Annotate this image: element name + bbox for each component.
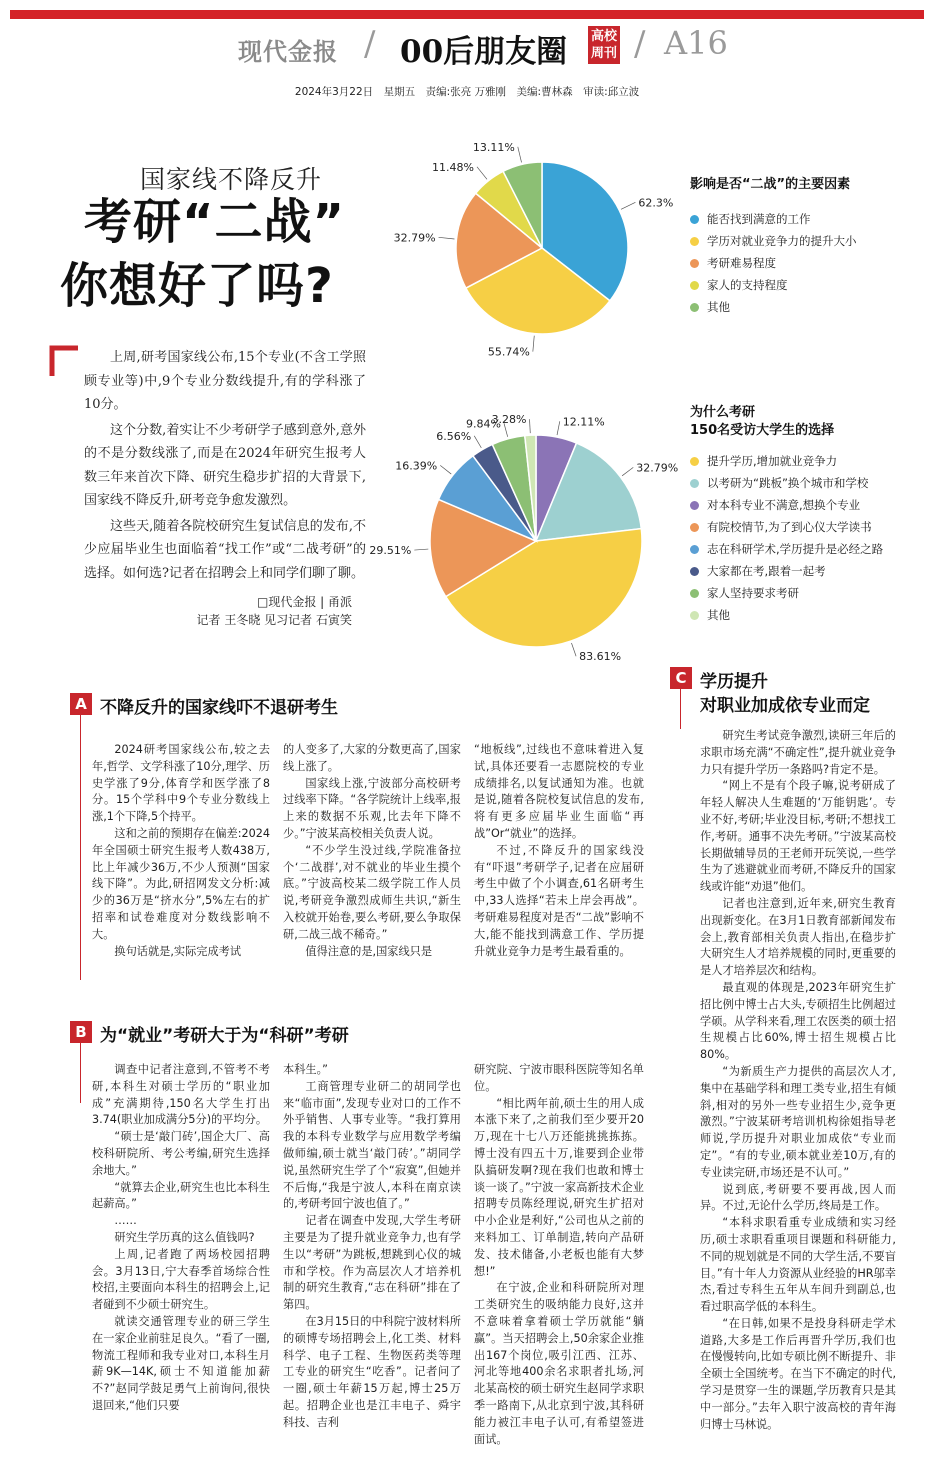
paragraph: 的人变多了,大家的分数更高了,国家线上涨了。: [283, 743, 461, 773]
slice-leader-line: [477, 167, 487, 179]
pie-chart-reasons: [369, 395, 690, 664]
headline-line-2: 你想好了吗?: [60, 258, 334, 314]
legend-label: 以考研为“跳板”换个城市和学校: [707, 476, 869, 490]
paragraph: 研究生考试竞争激烈,读研三年后的求职市场充满“不确定性”,提升就业竞争力只有提升学历一条路吗?肯定不是。: [700, 729, 896, 776]
paragraph: 2024研考国家线公布,较之去年,哲学、文学科涨了10分,理学、历史学涨了9分,体育学和医学涨了8分。15个学科中9个专业分数线上涨,1个下降,5个持平。: [92, 743, 270, 824]
legend-swatch: [690, 281, 699, 290]
legend-swatch: [690, 501, 699, 510]
legend-item: [690, 252, 926, 274]
legend-swatch: [690, 303, 699, 312]
top-red-bar: [10, 10, 924, 19]
chart-title-line-1: 为什么考研: [690, 405, 756, 420]
paragraph: 研究院、宁波市眼科医院等知名单位。: [474, 1063, 644, 1093]
section-a-column-2: [283, 742, 461, 960]
legend-item: [690, 274, 926, 296]
page-number: A16: [664, 24, 728, 62]
legend-label: 家人坚持要求考研: [707, 586, 799, 600]
paragraph: 就读交通管理专业的研三学生在一家企业前驻足良久。“看了一圈,物流工程师和我专业对口,本科生月薪9K—14K,硕士不知道能加薪不?”赵同学鼓足勇气上前询问,很快退回来,“他们只要: [92, 1314, 270, 1412]
slice-value-label: 62.3%: [638, 196, 674, 210]
section-b-column-1: [92, 1062, 270, 1415]
slice-leader-line: [474, 436, 481, 448]
slice-leader-line: [530, 419, 531, 433]
paragraph: “不少学生没过线,学院准备拉个‘二战群’,对不就业的毕业生摸个底。”宁波高校某二级学院工作人员说,考研竞争激烈成师生共识,“新生入校就开始卷,要么考研,要么争取保研,二战三战不稀奇。”: [283, 843, 461, 941]
pie-chart-factors: [393, 130, 680, 360]
paragraph: 说到底,考研要不要再战,因人而异。不过,无论什么学历,终局是工作。: [700, 1182, 896, 1213]
legend-label: 能否找到满意的工作: [707, 212, 811, 226]
paragraph: 这和之前的预期存在偏差:2024年全国硕士研究生报考人数438万,比上年减少36万,不少人预测“国家线下降”。为此,研招网发文分析:减少的36万是“挤水分”,5%左右的扩招率和试卷难度对分数线影响不大。: [92, 826, 270, 941]
legend-label: 学历对就业竞争力的提升大小: [707, 234, 857, 248]
paragraph: “在日韩,如果不是投身科研走学术道路,大多是工作后再晋升学历,我们也在慢慢转向,比如专硕比例不断提升、非全硕士全国统考。在当下不确定的时代,学习是贯穿一生的课题,学历教育只是其中一部分。”去年入职宁波高校的青年海归博士马林说。: [700, 1316, 896, 1431]
section-c-column: [700, 728, 896, 1433]
slice-leader-line: [621, 202, 635, 209]
section-b-rule: [80, 1043, 81, 1103]
section-a-badge: A: [70, 693, 92, 715]
slice-value-label: 13.11%: [472, 140, 515, 154]
lead-paragraph: 这些天,随着各院校研究生复试信息的发布,不少应届毕业生也面临着“找工作”或“二战考研”的选择。如何选?记者在招聘会上和同学们聊了聊。: [84, 518, 366, 581]
section-a-rule: [80, 715, 81, 980]
legend-label: 其他: [707, 300, 730, 314]
legend-reasons: [690, 404, 926, 626]
legend-label: 志在科研学术,学历提升是必经之路: [707, 542, 884, 556]
slice-value-label: 9.84%: [466, 417, 501, 431]
paragraph: 值得注意的是,国家线只是: [305, 944, 433, 958]
legend-swatch: [690, 567, 699, 576]
paragraph: 上周,记者跑了两场校园招聘会。3月13日,宁大春季首场综合性校招,主要面向本科生的招聘会上,记者碰到不少硕士研究生。: [92, 1247, 270, 1312]
legend-swatch: [690, 523, 699, 532]
slice-value-label: 32.79%: [636, 461, 679, 475]
byline-source: □现代金报 | 甬派: [256, 595, 352, 609]
paragraph: 记者也注意到,近年来,研究生教育出现新变化。在3月1日教育部新闻发布会上,教育部相关负责人指出,在稳步扩大研究生人才培养规模的同时,更重要的是人才培养层次和结构。: [700, 896, 896, 978]
paragraph: “网上不是有个段子嘛,说考研成了年轻人解决人生难题的‘万能钥匙’。专业不好,考研;毕业没目标,考研;不想找工作,考研。通事不决先考研。”宁波某高校长期做辅导员的王老师开玩笑说,一些学生为了逃避就业而考研,不降反升的国家线或许能“劝退”他们。: [700, 779, 896, 894]
paper-name: 现代金报: [238, 37, 338, 66]
legend-swatch: [690, 237, 699, 246]
legend-label: 考研难易程度: [707, 256, 776, 270]
slice-value-label: 16.39%: [395, 459, 438, 473]
lead-bracket-mark: [50, 346, 80, 376]
byline-reporters: 记者 王冬晓 见习记者 石寅笑: [196, 613, 352, 627]
paragraph: 记者在调查中发现,大学生考研主要是为了提升就业竞争力,也有学生以“考研”为跳板,想跳到心仪的城市和学校。作为高层次人才培养机制的研究生教育,“志在科研”排在了第四。: [283, 1214, 461, 1312]
legend-item: [690, 538, 926, 560]
paragraph: 换句话就是,实际完成考试: [114, 944, 242, 958]
legend-item: [690, 208, 926, 230]
legend-swatch: [690, 545, 699, 554]
legend-item: [690, 560, 926, 582]
paragraph: 不过,不降反升的国家线没有“吓退”考研学子,记者在应届研考生中做了个小调查,61名研考生中,33人选择“若未上岸会再战”。考研难易程度对是否“二战”影响不大,能不能找到满意工作、学历提升就业竞争力是考生最看重的。: [474, 843, 644, 958]
section-c-badge: C: [670, 667, 692, 689]
section-c-title-line-2: 对职业加成依专业而定: [700, 696, 870, 716]
legend-factors: [690, 176, 926, 318]
slice-value-label: 6.56%: [436, 429, 472, 443]
legend-item: [690, 296, 926, 318]
slice-leader-line: [440, 465, 451, 474]
dateline: 2024年3月22日 星期五 责编:张亮 万雅刚 美编:曹林森 审读:邱立波: [294, 86, 640, 98]
paragraph: 调查中记者注意到,不管考不考研,本科生对硕士学历的“职业加成”充满期待,150名大学生打出3.74(职业加成满分5分)的平均分。: [92, 1063, 270, 1127]
legend-label: 对本科专业不满意,想换个专业: [707, 498, 861, 512]
paragraph: 在3月15日的中科院宁波材料所的硕博专场招聘会上,化工类、材料科学、电子工程、生物医药类等理工专业的研究生“吃香”。记者问了一圈,硕士年薪15万起,博士25万起。招聘企业也是江丰电子、舜宇科技、吉利: [283, 1314, 461, 1429]
section-b-badge: B: [70, 1021, 92, 1043]
legend-label: 家人的支持程度: [707, 278, 788, 292]
legend-label: 提升学历,增加就业竞争力: [707, 454, 838, 468]
slice-value-label: 83.61%: [579, 650, 622, 664]
paragraph: 在宁波,企业和科研院所对理工类研究生的吸纳能力良好,这并不意味着拿着硕士学历就能“躺赢”。当天招聘会上,50余家企业推出167个岗位,吸引江西、江苏、河北等地400余名求职者扎场,河北某高校的硕士研究生赵同学求职季一路南下,从北京到宁波,其科研能力被江丰电子认可,有希望签进面试。: [474, 1281, 644, 1446]
masthead-divider-2: /: [634, 24, 646, 64]
section-b-title: 为“就业”考研大于为“科研”考研: [100, 1026, 349, 1046]
legend-item: [690, 604, 926, 626]
legend-swatch: [690, 215, 699, 224]
lead-paragraph: 上周,研考国家线公布,15个专业(不含工学照顾专业等)中,9个专业分数线提升,有的学科涨了10分。: [84, 350, 366, 412]
paragraph: 研究生学历真的这么值钱吗?: [114, 1230, 255, 1244]
slice-leader-line: [571, 643, 576, 656]
slice-leader-line: [622, 467, 633, 475]
section-b-column-2: [283, 1062, 461, 1432]
lead-text: [84, 346, 366, 587]
legend-item: [690, 494, 926, 516]
slice-leader-line: [414, 549, 428, 550]
slice-value-label: 11.48%: [432, 160, 474, 174]
section-badge: [588, 26, 620, 64]
slice-value-label: 55.74%: [487, 345, 530, 359]
legend-swatch: [690, 479, 699, 488]
section-a-column-1: [92, 742, 270, 960]
paragraph: 国家线上涨,宁波部分高校研考过线率下降。“各学院统计上线率,报上来的数据不乐观,比去年下降不少。”宁波某高校相关负责人说。: [283, 776, 461, 840]
legend-item: [690, 450, 926, 472]
masthead-divider: /: [364, 24, 376, 64]
section-a-title: 不降反升的国家线吓不退研考生: [100, 698, 338, 718]
legend-swatch: [690, 611, 699, 620]
paragraph: 工商管理专业研二的胡同学也来“临市面”,发现专业对口的工作不外乎销售、人事专业等。“我打算用我的本科专业数学与应用数学考编做师编,硕士就当‘敲门砖’。”胡同学说,虽然研究生学了个“寂寞”,但她并不后悔,“我是宁波人,本科在南京读的,考研考回宁波也值了。”: [283, 1079, 461, 1211]
slice-leader-line: [439, 237, 455, 239]
slice-value-label: 32.79%: [393, 231, 436, 245]
section-a-column-3: [474, 742, 644, 960]
paragraph: “地板线”,过线也不意味着进入复试,具体还要看一志愿院校的专业成绩排名,以复试通知为准。也就是说,随着各院校复试信息的发布,将有更多应届毕业生面临“再战”Or“就业”的选择。: [474, 743, 644, 840]
lead-paragraph: 这个分数,着实让不少考研学子感到意外,意外的不是分数线涨了,而是在2024年研究生报考人数三年来首次下降、研究生稳步扩招的大背景下,国家线不降反升,研考竞争愈发激烈。: [84, 422, 366, 508]
legend-label: 其他: [707, 608, 730, 622]
headline-line-1: 考研“二战”: [84, 194, 346, 250]
slice-value-label: 3.28%: [491, 413, 527, 427]
legend-label: 大家都在考,跟着一起考: [707, 564, 826, 578]
legend-item: [690, 582, 926, 604]
paragraph: 本科生。”: [283, 1063, 328, 1076]
section-c-rule: [680, 689, 681, 729]
chart-title-line-2: 150名受访大学生的选择: [690, 423, 835, 438]
legend-item: [690, 472, 926, 494]
legend-swatch: [690, 457, 699, 466]
legend-swatch: [690, 589, 699, 598]
section-b-column-3: [474, 1062, 644, 1448]
slice-leader-line: [518, 147, 522, 163]
paragraph: “为新质生产力提供的高层次人才,集中在基础学科和理工类专业,招生有倾斜,相对的另外一些专业招生少,竞争更激烈。”宁波某研考培训机构徐姐指导老师说,学历提升对职业加成依“专业而定”。“有的专业,硕本就业差10万,有的专业读完研,市场还是不认可。”: [700, 1064, 896, 1179]
section-name: 00后朋友圈: [400, 34, 568, 70]
paragraph: 最直观的体现是,2023年研究生扩招比例中博士占大头,专硕招生比例超过学硕。从学科来看,理工农医类的硕士招生规模占比60%,博士招生规模占比80%。: [700, 980, 896, 1062]
slice-leader-line: [557, 421, 560, 435]
slice-value-label: 12.11%: [562, 415, 605, 429]
legend-item: [690, 230, 926, 252]
paragraph: “就算去企业,研究生也比本科生起薪高。”: [92, 1180, 270, 1211]
paragraph: ……: [114, 1214, 137, 1228]
headline-kicker: 国家线不降反升: [140, 165, 323, 194]
slice-value-label: 29.51%: [369, 544, 412, 558]
slice-leader-line: [533, 336, 534, 352]
badge-line-2: 周刊: [590, 46, 617, 61]
section-c-title-line-1: 学历提升: [700, 672, 768, 692]
chart-title: 影响是否“二战”的主要因素: [690, 177, 851, 192]
legend-swatch: [690, 259, 699, 268]
paragraph: “本科求职看重专业成绩和实习经历,硕士求职看重项目课题和科研能力,不同的规划就是不同的大学生活,不要盲目。”有十年人力资源从业经验的HR邬幸杰,看过专科生五年从车间升到副总,也看过职高学低的本科生。: [700, 1216, 896, 1314]
paragraph: “相比两年前,硕士生的用人成本涨下来了,之前我们至少要开20万,现在十七八万还能挑挑拣拣。博士没有四五十万,谁要到企业带队搞研发啊?现在我们也敢和博士谈一谈了。”宁波一家高新技术企业招聘专员陈经理说,研究生扩招对中小企业是利好,“公司也从之前的来料加工、订单制造,转向产品研发、技术储备,小老板也能有大梦想!”: [474, 1096, 644, 1278]
legend-label: 有院校情节,为了到心仪大学读书: [707, 520, 872, 534]
paragraph: “硕士是‘敲门砖’,国企大厂、高校科研院所、考公考编,研究生选择余地大。”: [92, 1130, 270, 1177]
badge-line-1: 高校: [590, 29, 617, 44]
legend-item: [690, 516, 926, 538]
